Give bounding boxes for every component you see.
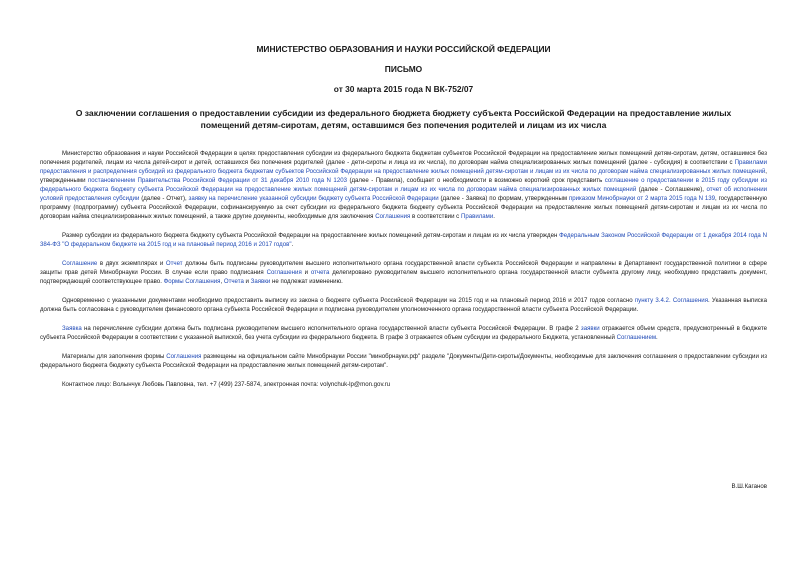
paragraph-5: Заявка на перечисление субсидии должна быть подписана руководителем высшего исполнительного органа государственной власти субъекта Российской Федерации. В графе 2 заявки отражается объем средств, предусмотренный в бюджете субъекта Российской Федерации в соответствии с указанной выпиской, без учета субсидии из федерального бюджета. В графе 3 отражается объем субсидии из федерального Бюджета, установленный Соглашением.	[40, 325, 768, 341]
link-report-form[interactable]: отчет об исполнении условий предоставления субсидии	[40, 186, 768, 202]
document-type: ПИСЬМО	[384, 64, 423, 74]
paragraph-2: Размер субсидии из федерального бюджета бюджету субъекта Российской Федерации на предоставление жилых помещений детям-сиротам и лицам из их числа утвержден Федеральным Законом Российской Федерации от 1 декабря 2014 года N 384-ФЗ "О федеральном бюджете на 2015 год и на плановый период 2016 и 2017 годов".	[40, 232, 768, 248]
link-agreement[interactable]: Соглашения	[375, 213, 411, 220]
document-subject: О заключении соглашения о предоставлении субсидии из федерального бюджета бюджету субъекта Российской Федерации на предоставление жилых помещений детям-сиротам, детям, оставшимся без попечения родителей и лицам из их числа	[75, 108, 732, 130]
link-government-decree[interactable]: постановлением Правительства Российской Федерации от 31 декабря 2010 года N 1203	[87, 177, 347, 184]
link-application[interactable]: заявки	[580, 325, 600, 332]
link-rules[interactable]: Правилами	[460, 213, 494, 220]
document-body	[40, 149, 767, 389]
link-report[interactable]: Отчет	[165, 260, 183, 267]
link-agreement-form[interactable]: соглашение о предоставлении в 2015 году субсидии из федерального бюджета бюджету субъекта Российской Федерации на предоставление жилых помещений детям-сиротам и лицам из их числа по договорам найма специализированных жилых помещений	[40, 177, 767, 193]
signature: В.Ш.Каганов	[731, 483, 767, 490]
link-report[interactable]: отчета	[310, 269, 330, 276]
link-agreement[interactable]: Соглашение	[62, 260, 98, 267]
link-agreement-forms[interactable]: Формы Соглашения	[163, 278, 221, 285]
ministry-title: МИНИСТЕРСТВО ОБРАЗОВАНИЯ И НАУКИ РОССИЙСКОЙ ФЕДЕРАЦИИ	[256, 44, 551, 54]
document-date-number: от 30 марта 2015 года N ВК-752/07	[333, 84, 474, 94]
paragraph-3: Соглашение в двух экземплярах и Отчет должны быть подписаны руководителем высшего исполнительного органа государственной власти субъекта Российской Федерации и направлены в Департамент государственной политики в сфере защиты прав детей Минобрнауки России. В случае если право подписания Соглашения и отчета делегировано руководителем высшего исполнительного органа государственной власти субъекта другому лицу, необходимо представить документ, подтверждающий соответствующее право. Формы Соглашения, Отчета и Заявки не подлежат изменению.	[40, 260, 767, 285]
link-agreement[interactable]: Соглашением	[616, 334, 657, 341]
link-agreement[interactable]: Соглашения	[266, 269, 302, 276]
link-federal-law[interactable]: Федеральным Законом Российской Федерации от 1 декабря 2014 года N 384-ФЗ "О федеральном бюджете на 2015 год и на плановый период 2016 и 2017 годов"	[40, 232, 768, 248]
paragraph-1: Министерство образования и науки Российской Федерации в целях предоставления субсидии из федерального бюджета бюджетам субъектов Российской Федерации на предоставление жилых помещений детям-сиротам, детям, оставшимся без попечения родителей, лицам из числа детей-сирот и детей, оставшихся без попечения родителей (далее - дети-сироты и лица из их числа), по договорам найма специализированных жилых помещений (далее - субсидия) в соответствии с Правилами предоставления и распределения субсидий из федерального бюджета бюджетам субъектов Российской Федерации на предоставление жилых помещений детям-сиротам и лицам из их числа по договорам найма специализированных жилых помещений, утвержденными постановлением Правительства Российской Федерации от 31 декабря 2010 года N 1203 (далее - Правила), сообщает о необходимости в возможно короткий срок представить соглашение о предоставлении в 2015 году субсидии из федерального бюджета бюджету субъекта Российской Федерации на предоставление жилых помещений детям-сиротам и лицам из их числа по договорам найма специализированных жилых помещений (далее - Соглашение), отчет об исполнении условий предоставления субсидии (далее - Отчет), заявку на перечисление указанной субсидии бюджету субъекта Российской Федерации (далее - Заявка) по формам, утвержденным приказом Минобрнауки от 2 марта 2015 года N 139, государственную программу (подпрограмму) субъекта Российской Федерации, софинансируемую за счет субсидии из федерального бюджета бюджету субъекта Российской Федерации на предоставление жилых помещений детям-сиротам и лицам из их числа по договорам найма специализированных жилых помещений, а также другие документы, необходимые для заключения Соглашения в соответствии с Правилами.	[40, 150, 768, 220]
paragraph-4: Одновременно с указанными документами необходимо предоставить выписку из закона о бюджете субъекта Российской Федерации на 2015 год и на плановый период 2016 и 2017 годов согласно пункту 3.4.2. Соглашения. Указанная выписка должна быть согласована с руководителем финансового органа субъекта Российской Федерации и подписана руководителем уполномоченного органа государственной власти субъекта Российской Федерации.	[40, 297, 767, 313]
link-application-form[interactable]: заявку на перечисление указанной субсидии бюджету субъекта Российской Федерации	[188, 195, 439, 202]
link-ministry-order[interactable]: приказом Минобрнауки от 2 марта 2015 года N 139	[568, 195, 716, 202]
link-application[interactable]: Заявка	[62, 325, 82, 332]
link-rules-full[interactable]: Правилами предоставления и распределения субсидий из федерального бюджета бюджетам субъектов Российской Федерации на предоставление жилых помещений детям-сиротам и лицам из их числа по договорам найма специализированных жилых помещений	[40, 159, 767, 175]
contact-info: Контактное лицо: Волынчук Любовь Павловна, тел. +7 (499) 237-5874, электронная почта: volynchuk-lp@mon.gov.ru	[62, 381, 391, 388]
paragraph-6: Материалы для заполнения формы Соглашения размещены на официальном сайте Минобрнауки России "минобрнауки.рф" разделе "Документы/Дети-сироты/Документы, необходимые для заключения соглашения о предоставлении субсидии из федерального бюджета бюджету субъекта Российской Федерации на предоставление жилых помещений детям-сиротам".	[40, 353, 767, 369]
link-report[interactable]: Отчета	[223, 278, 244, 285]
link-application[interactable]: Заявки	[250, 278, 271, 285]
link-agreement[interactable]: Соглашения	[166, 353, 202, 360]
link-agreement-clause[interactable]: пункту 3.4.2. Соглашения	[634, 297, 709, 304]
